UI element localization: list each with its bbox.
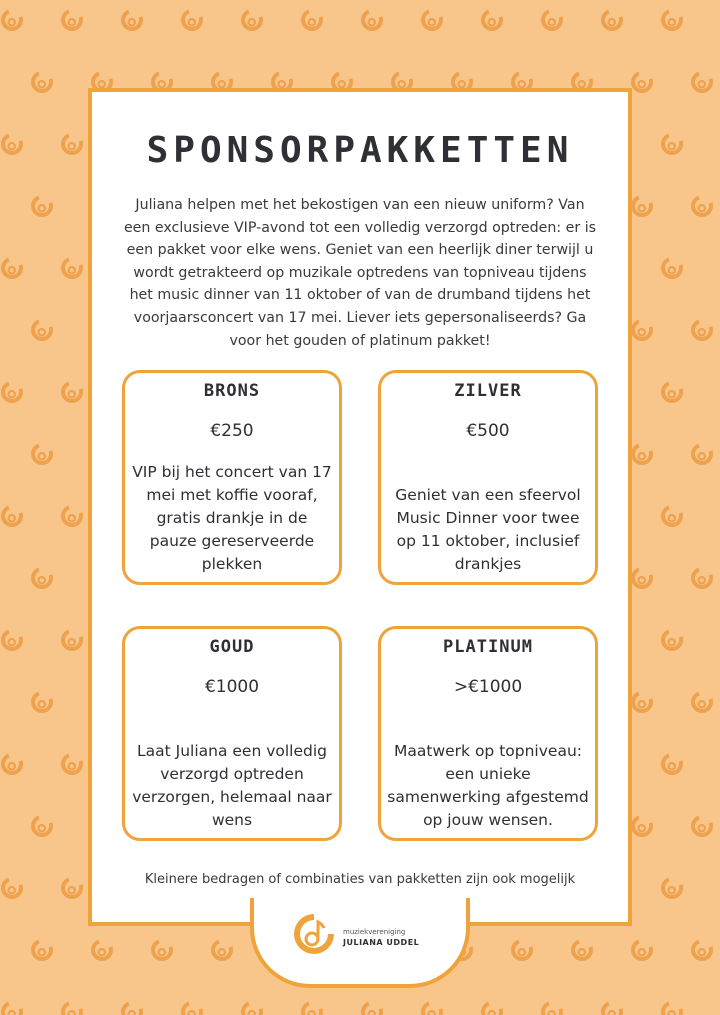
package-description: Geniet van een sfeervol Music Dinner voor twee op 11 oktober, inclusief drankjes	[395, 486, 581, 573]
pattern-logo-icon	[598, 998, 626, 1015]
pattern-logo-icon	[688, 688, 716, 716]
pattern-logo-icon	[568, 936, 596, 964]
pattern-logo-icon	[538, 998, 566, 1015]
pattern-logo-icon	[28, 192, 56, 220]
pattern-logo-icon	[0, 502, 26, 530]
pattern-logo-icon	[478, 6, 506, 34]
pattern-logo-icon	[0, 254, 26, 282]
package-price: >€1000	[453, 677, 523, 697]
pattern-logo-icon	[298, 6, 326, 34]
footnote: Kleinere bedragen of combinaties van pakketten zijn ook mogelijk	[144, 872, 576, 887]
pattern-logo-icon	[0, 378, 26, 406]
pattern-logo-icon	[28, 564, 56, 592]
pattern-logo-icon	[688, 316, 716, 344]
package-zilver	[378, 370, 598, 585]
pattern-logo-icon	[0, 998, 26, 1015]
page-title: SPONSORPAKKETTEN	[146, 130, 574, 171]
pattern-logo-icon	[658, 626, 686, 654]
package-name: PLATINUM	[443, 637, 533, 657]
pattern-logo-icon	[658, 254, 686, 282]
pattern-logo-icon	[58, 130, 86, 158]
package-price: €250	[210, 421, 254, 441]
pattern-logo-icon	[358, 6, 386, 34]
logo-tab-cover	[254, 890, 466, 930]
pattern-logo-icon	[688, 192, 716, 220]
sponsor-card	[88, 88, 632, 926]
pattern-logo-icon	[28, 316, 56, 344]
pattern-logo-icon	[658, 750, 686, 778]
pattern-logo-icon	[0, 626, 26, 654]
pattern-logo-icon	[298, 998, 326, 1015]
pattern-logo-icon	[58, 502, 86, 530]
pattern-logo-icon	[628, 192, 656, 220]
package-platinum	[378, 626, 598, 841]
pattern-logo-icon	[208, 936, 236, 964]
pattern-logo-icon	[688, 936, 716, 964]
pattern-logo-icon	[118, 998, 146, 1015]
pattern-logo-icon	[118, 6, 146, 34]
pattern-logo-icon	[658, 874, 686, 902]
note-logo-icon	[292, 912, 336, 956]
logo-name: JULIANA UDDEL	[343, 938, 420, 947]
pattern-logo-icon	[628, 564, 656, 592]
package-name: GOUD	[209, 637, 255, 657]
intro-text: Juliana helpen met het bekostigen van een nieuw uniform? Van een exclusieve VIP-avond tot een volledig verzorgd optreden: er is een pakket voor elke wens. Geniet van een heerlijk diner terwijl u wordt getrakteerd op muzikale optredens van topniveau tijdens het music dinner van 11 oktober of van de drumband tijdens het voorjaarsconcert van 17 mei. Liever iets gepersonaliseerds? Ga voor het gouden of platinum pakket!	[123, 197, 597, 349]
pattern-logo-icon	[0, 6, 26, 34]
pattern-logo-icon	[658, 378, 686, 406]
pattern-logo-icon	[688, 68, 716, 96]
pattern-logo-icon	[178, 6, 206, 34]
pattern-logo-icon	[418, 998, 446, 1015]
package-brons	[122, 370, 342, 585]
pattern-logo-icon	[58, 626, 86, 654]
pattern-logo-icon	[658, 130, 686, 158]
pattern-logo-icon	[28, 688, 56, 716]
package-goud	[122, 626, 342, 841]
pattern-logo-icon	[0, 874, 26, 902]
pattern-logo-icon	[58, 378, 86, 406]
pattern-logo-icon	[628, 688, 656, 716]
pattern-logo-icon	[688, 440, 716, 468]
pattern-logo-icon	[88, 936, 116, 964]
pattern-logo-icon	[628, 812, 656, 840]
package-name: BRONS	[203, 381, 261, 401]
package-description: Laat Juliana een volledig verzorgd optreden verzorgen, helemaal naar wens	[132, 742, 332, 829]
pattern-logo-icon	[0, 130, 26, 158]
pattern-logo-icon	[148, 936, 176, 964]
pattern-logo-icon	[238, 6, 266, 34]
pattern-logo-icon	[58, 6, 86, 34]
pattern-logo-icon	[538, 6, 566, 34]
package-description: Maatwerk op topniveau: een unieke samenwerking afgestemd op jouw wensen.	[387, 742, 589, 829]
pattern-logo-icon	[28, 440, 56, 468]
pattern-logo-icon	[508, 936, 536, 964]
pattern-logo-icon	[358, 998, 386, 1015]
pattern-logo-icon	[628, 316, 656, 344]
pattern-logo-icon	[628, 68, 656, 96]
pattern-logo-icon	[28, 936, 56, 964]
pattern-logo-icon	[28, 812, 56, 840]
pattern-logo-icon	[688, 812, 716, 840]
pattern-logo-icon	[28, 68, 56, 96]
package-price: €500	[466, 421, 510, 441]
pattern-logo-icon	[478, 998, 506, 1015]
logo-subtitle: muziekvereniging	[343, 928, 406, 936]
pattern-logo-icon	[58, 998, 86, 1015]
pattern-logo-icon	[58, 254, 86, 282]
pattern-logo-icon	[0, 750, 26, 778]
pattern-logo-icon	[658, 998, 686, 1015]
pattern-logo-icon	[628, 440, 656, 468]
pattern-logo-icon	[658, 502, 686, 530]
pattern-logo-icon	[598, 6, 626, 34]
pattern-logo-icon	[238, 998, 266, 1015]
package-name: ZILVER	[454, 381, 522, 401]
package-description: VIP bij het concert van 17 mei met koffie vooraf, gratis drankje in de pauze gereserveerde plekken	[132, 463, 332, 573]
pattern-logo-icon	[58, 750, 86, 778]
pattern-logo-icon	[688, 564, 716, 592]
pattern-logo-icon	[418, 6, 446, 34]
pattern-logo-icon	[178, 998, 206, 1015]
pattern-logo-icon	[658, 6, 686, 34]
pattern-logo-icon	[628, 936, 656, 964]
package-price: €1000	[204, 677, 260, 697]
pattern-logo-icon	[58, 874, 86, 902]
